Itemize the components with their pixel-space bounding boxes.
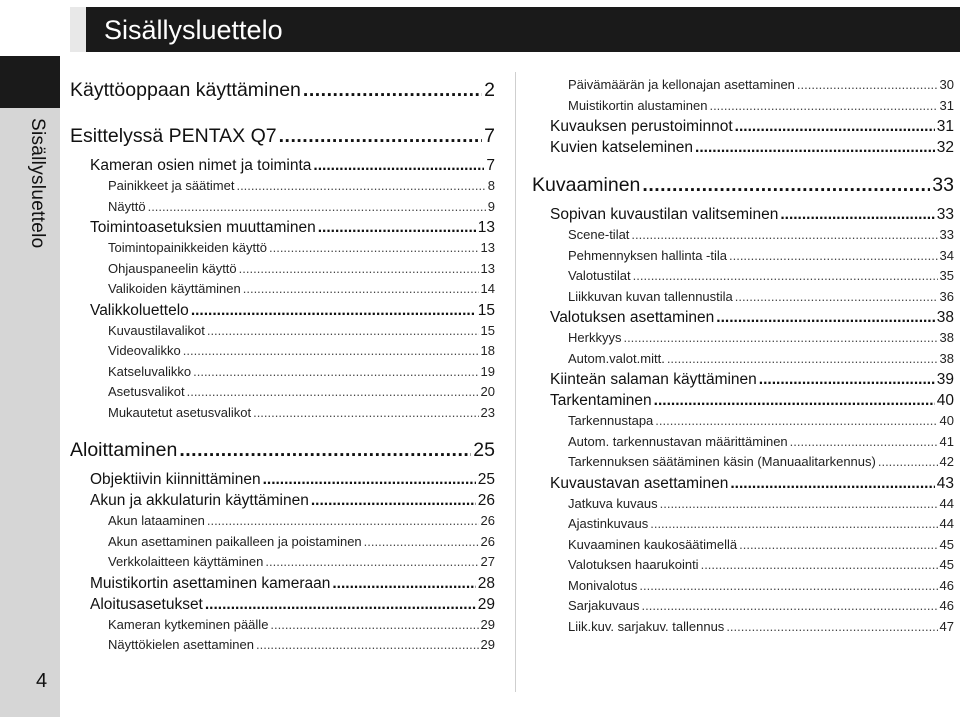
toc-subsection[interactable]	[70, 382, 495, 403]
toc-dot-leader	[633, 266, 938, 287]
toc-page-number: 25	[477, 471, 495, 488]
toc-page-number: 33	[932, 174, 954, 196]
toc-section[interactable]	[70, 573, 495, 594]
toc-dot-leader	[179, 432, 471, 469]
toc-entry-title: Akun ja akkulaturin käyttäminen	[90, 492, 309, 509]
toc-subsection[interactable]	[70, 511, 495, 532]
toc-dot-leader	[780, 204, 934, 225]
toc-dot-leader	[729, 246, 938, 267]
toc-dot-leader	[311, 490, 476, 511]
toc-entry-title: Kuvaustilavalikot	[108, 322, 205, 338]
toc-dot-leader	[667, 349, 938, 370]
toc-entry-title: Aloittaminen	[70, 439, 178, 461]
toc-entry-title: Painikkeet ja säätimet	[108, 178, 235, 193]
toc-page-number: 26	[480, 513, 495, 528]
toc-page-number: 32	[936, 139, 954, 156]
toc-entry-title: Päivämäärän ja kellonajan asettaminen	[568, 77, 795, 92]
toc-entry-title: Pehmennyksen hallinta -tila	[568, 247, 727, 263]
toc-entry-title: Akun lataaminen	[108, 513, 205, 528]
toc-subsection[interactable]	[532, 411, 954, 432]
toc-entry-title: Kuvaustavan asettaminen	[550, 474, 729, 492]
toc-dot-leader	[256, 635, 479, 656]
toc-page-number: 27	[480, 554, 495, 569]
toc-page-number: 44	[939, 516, 954, 531]
toc-dot-leader	[263, 469, 476, 490]
toc-dot-leader	[332, 573, 475, 594]
toc-entry-title: Kuvaaminen	[532, 174, 641, 196]
toc-section[interactable]	[532, 204, 954, 225]
toc-dot-leader	[709, 96, 937, 117]
toc-page-number: 19	[480, 363, 495, 379]
toc-section[interactable]	[70, 155, 495, 176]
toc-entry-title: Jatkuva kuvaus	[568, 495, 658, 511]
toc-dot-leader	[191, 300, 476, 321]
toc-entry-title: Autom. tarkennustavan määrittäminen	[568, 433, 788, 449]
toc-page-number: 38	[936, 309, 954, 326]
toc-subsection[interactable]	[532, 494, 954, 515]
toc-page-number: 42	[939, 454, 954, 469]
toc-dot-leader	[735, 287, 938, 308]
toc-entry-title: Mukautetut asetusvalikot	[108, 404, 252, 420]
side-tab-marker	[0, 56, 60, 108]
toc-dot-leader	[279, 118, 483, 155]
toc-left-column	[70, 72, 495, 656]
toc-page-number: 39	[936, 371, 954, 388]
toc-dot-leader	[623, 328, 937, 349]
toc-dot-leader	[716, 307, 934, 328]
toc-page-number: 7	[486, 157, 495, 174]
toc-section[interactable]	[532, 137, 954, 158]
toc-dot-leader	[318, 217, 476, 238]
toc-subsection[interactable]	[70, 321, 495, 342]
toc-page-number: 43	[936, 474, 954, 492]
toc-dot-leader	[642, 167, 930, 204]
toc-subsection[interactable]	[70, 259, 495, 280]
toc-entry-title: Kameran osien nimet ja toiminta	[90, 157, 312, 174]
toc-section[interactable]	[70, 300, 495, 321]
toc-page-number: 31	[939, 97, 954, 113]
toc-page-number: 9	[487, 198, 495, 214]
toc-dot-leader	[654, 390, 935, 411]
toc-page-number: 31	[936, 118, 954, 135]
toc-dot-leader	[207, 511, 479, 532]
toc-chapter[interactable]	[70, 432, 495, 469]
toc-page-number: 45	[939, 557, 954, 572]
toc-chapter[interactable]	[532, 167, 954, 204]
toc-entry-title: Aloitusasetukset	[90, 595, 203, 613]
toc-entry-title: Ajastinkuvaus	[568, 516, 649, 531]
toc-dot-leader	[701, 555, 938, 576]
toc-page-number: 46	[939, 577, 954, 593]
toc-subsection[interactable]	[532, 514, 954, 535]
toc-page-number: 26	[477, 492, 495, 509]
toc-chapter[interactable]	[70, 118, 495, 155]
toc-page-number: 29	[480, 616, 495, 632]
toc-entry-title: Videovalikko	[108, 343, 181, 358]
toc-entry-title: Kameran kytkeminen päälle	[108, 616, 269, 632]
toc-dot-leader	[878, 452, 938, 473]
toc-subsection[interactable]	[532, 246, 954, 267]
toc-page-number: 13	[480, 260, 495, 276]
toc-subsection[interactable]	[70, 341, 495, 362]
toc-entry-title: Verkkolaitteen käyttäminen	[108, 554, 264, 569]
toc-entry-title: Ohjauspaneelin käyttö	[108, 260, 237, 276]
toc-chapter[interactable]	[70, 72, 495, 109]
toc-page-number: 34	[939, 247, 954, 263]
toc-subsection[interactable]	[70, 552, 495, 573]
toc-entry-title: Käyttöoppaan käyttäminen	[70, 79, 301, 101]
toc-dot-leader	[205, 594, 476, 615]
toc-subsection[interactable]	[70, 197, 495, 218]
toc-subsection[interactable]	[532, 328, 954, 349]
toc-page-number: 38	[939, 330, 954, 345]
toc-dot-leader	[695, 137, 935, 158]
toc-dot-leader	[364, 532, 479, 553]
toc-subsection[interactable]	[532, 576, 954, 597]
toc-page-number: 15	[480, 322, 495, 338]
toc-page-number: 41	[939, 433, 954, 449]
toc-dot-leader	[239, 259, 479, 280]
toc-page-number: 20	[480, 384, 495, 399]
toc-entry-title: Sarjakuvaus	[568, 598, 640, 613]
toc-right-column	[532, 75, 954, 637]
toc-page-number: 8	[487, 178, 495, 193]
toc-entry-title: Sopivan kuvaustilan valitseminen	[550, 206, 779, 223]
toc-dot-leader	[726, 617, 937, 638]
toc-page-number: 29	[480, 637, 495, 652]
toc-subsection[interactable]	[532, 555, 954, 576]
toc-page-number: 18	[480, 343, 495, 358]
toc-dot-leader	[303, 72, 482, 109]
toc-page-number: 2	[484, 79, 495, 101]
toc-page-number: 13	[477, 219, 495, 236]
toc-entry-title: Tarkentaminen	[550, 392, 652, 409]
toc-subsection[interactable]	[70, 403, 495, 424]
toc-dot-leader	[236, 176, 485, 197]
toc-dot-leader	[187, 382, 479, 403]
toc-entry-title: Muistikortin alustaminen	[568, 97, 708, 113]
toc-entry-title: Valotustilat	[568, 268, 631, 283]
toc-dot-leader	[735, 116, 935, 137]
toc-dot-leader	[759, 369, 935, 390]
toc-subsection[interactable]	[70, 279, 495, 300]
toc-dot-leader	[639, 576, 937, 597]
toc-entry-title: Toimintopainikkeiden käyttö	[108, 240, 267, 255]
toc-page-number: 26	[480, 533, 495, 549]
toc-entry-title: Näyttö	[108, 198, 146, 214]
page-number: 4	[36, 670, 48, 692]
toc-page-number: 23	[480, 404, 495, 420]
toc-page-number: 28	[477, 574, 495, 592]
toc-dot-leader	[797, 75, 938, 96]
toc-entry-title: Objektiivin kiinnittäminen	[90, 471, 261, 488]
toc-dot-leader	[642, 596, 938, 617]
column-divider	[515, 72, 516, 692]
toc-subsection[interactable]	[70, 532, 495, 553]
toc-dot-leader	[183, 341, 479, 362]
toc-section[interactable]	[70, 469, 495, 490]
toc-section[interactable]	[70, 594, 495, 615]
toc-subsection[interactable]	[70, 176, 495, 197]
toc-entry-title: Valikoiden käyttäminen	[108, 281, 241, 296]
toc-dot-leader	[253, 403, 478, 424]
toc-subsection[interactable]	[532, 75, 954, 96]
toc-section[interactable]	[532, 116, 954, 137]
toc-section[interactable]	[70, 490, 495, 511]
toc-page-number: 46	[939, 598, 954, 613]
toc-dot-leader	[270, 615, 478, 636]
toc-entry-title: Näyttökielen asettaminen	[108, 637, 254, 652]
toc-page-number: 36	[939, 288, 954, 304]
toc-section[interactable]	[532, 473, 954, 494]
toc-entry-title: Katseluvalikko	[108, 363, 192, 379]
toc-subsection[interactable]	[532, 225, 954, 246]
toc-section[interactable]	[70, 217, 495, 238]
side-tab-label: Sisällysluettelo	[27, 118, 48, 249]
toc-entry-title: Esittelyssä PENTAX Q7	[70, 125, 277, 147]
toc-subsection[interactable]	[532, 266, 954, 287]
toc-entry-title: Monivalotus	[568, 577, 638, 593]
toc-page-number: 25	[473, 439, 495, 461]
toc-page-number: 33	[936, 206, 954, 223]
toc-dot-leader	[207, 321, 479, 342]
toc-dot-leader	[193, 362, 478, 383]
toc-subsection[interactable]	[70, 615, 495, 636]
toc-subsection[interactable]	[532, 535, 954, 556]
toc-subsection[interactable]	[70, 362, 495, 383]
toc-subsection[interactable]	[532, 96, 954, 117]
toc-entry-title: Tarkennuksen säätäminen käsin (Manuaalitarkennus)	[568, 454, 876, 469]
toc-subsection[interactable]	[70, 238, 495, 259]
toc-entry-title: Autom.valot.mitt.	[568, 350, 665, 366]
toc-dot-leader	[730, 473, 934, 494]
toc-entry-title: Kuvauksen perustoiminnot	[550, 118, 733, 135]
toc-section[interactable]	[532, 307, 954, 328]
toc-entry-title: Tarkennustapa	[568, 413, 654, 428]
toc-entry-title: Valotuksen asettaminen	[550, 309, 715, 326]
toc-dot-leader	[660, 494, 938, 515]
toc-page-number: 40	[936, 392, 954, 409]
toc-entry-title: Herkkyys	[568, 330, 622, 345]
toc-subsection[interactable]	[532, 452, 954, 473]
toc-entry-title: Valotuksen haarukointi	[568, 557, 699, 572]
toc-dot-leader	[313, 155, 484, 176]
toc-entry-title: Toimintoasetuksien muuttaminen	[90, 219, 316, 236]
toc-page-number: 30	[939, 77, 954, 92]
toc-entry-title: Scene-tilat	[568, 227, 630, 242]
toc-subsection[interactable]	[70, 635, 495, 656]
toc-page-number: 45	[939, 536, 954, 552]
toc-page-number: 40	[939, 413, 954, 428]
toc-dot-leader	[243, 279, 479, 300]
toc-subsection[interactable]	[532, 617, 954, 638]
toc-dot-leader	[650, 514, 937, 535]
toc-entry-title: Liik.kuv. sarjakuv. tallennus	[568, 618, 725, 634]
toc-page-number: 14	[480, 281, 495, 296]
toc-section[interactable]	[532, 369, 954, 390]
toc-entry-title: Liikkuvan kuvan tallennustila	[568, 288, 733, 304]
toc-page-number: 35	[939, 268, 954, 283]
toc-subsection[interactable]	[532, 287, 954, 308]
toc-page-number: 44	[939, 495, 954, 511]
toc-dot-leader	[655, 411, 937, 432]
toc-dot-leader	[269, 238, 479, 259]
toc-entry-title: Akun asettaminen paikalleen ja poistaminen	[108, 533, 362, 549]
toc-page-number: 38	[939, 350, 954, 366]
toc-entry-title: Kuvien katseleminen	[550, 139, 694, 156]
page-title: Sisällysluettelo	[104, 15, 283, 45]
header-corner	[70, 7, 86, 52]
toc-dot-leader	[148, 197, 486, 218]
toc-entry-title: Asetusvalikot	[108, 384, 185, 399]
toc-entry-title: Kiinteän salaman käyttäminen	[550, 371, 757, 388]
toc-entry-title: Muistikortin asettaminen kameraan	[90, 574, 331, 592]
toc-page-number: 29	[477, 595, 495, 613]
toc-dot-leader	[790, 432, 938, 453]
toc-subsection[interactable]	[532, 349, 954, 370]
toc-page-number: 33	[939, 227, 954, 242]
toc-subsection[interactable]	[532, 432, 954, 453]
toc-entry-title: Valikkoluettelo	[90, 301, 189, 319]
toc-page-number: 47	[939, 618, 954, 634]
toc-subsection[interactable]	[532, 596, 954, 617]
toc-dot-leader	[631, 225, 937, 246]
toc-page-number: 15	[477, 301, 495, 319]
toc-dot-leader	[739, 535, 937, 556]
toc-page-number: 13	[480, 240, 495, 255]
toc-section[interactable]	[532, 390, 954, 411]
toc-dot-leader	[265, 552, 478, 573]
toc-entry-title: Kuvaaminen kaukosäätimellä	[568, 536, 738, 552]
toc-page-number: 7	[484, 125, 495, 147]
